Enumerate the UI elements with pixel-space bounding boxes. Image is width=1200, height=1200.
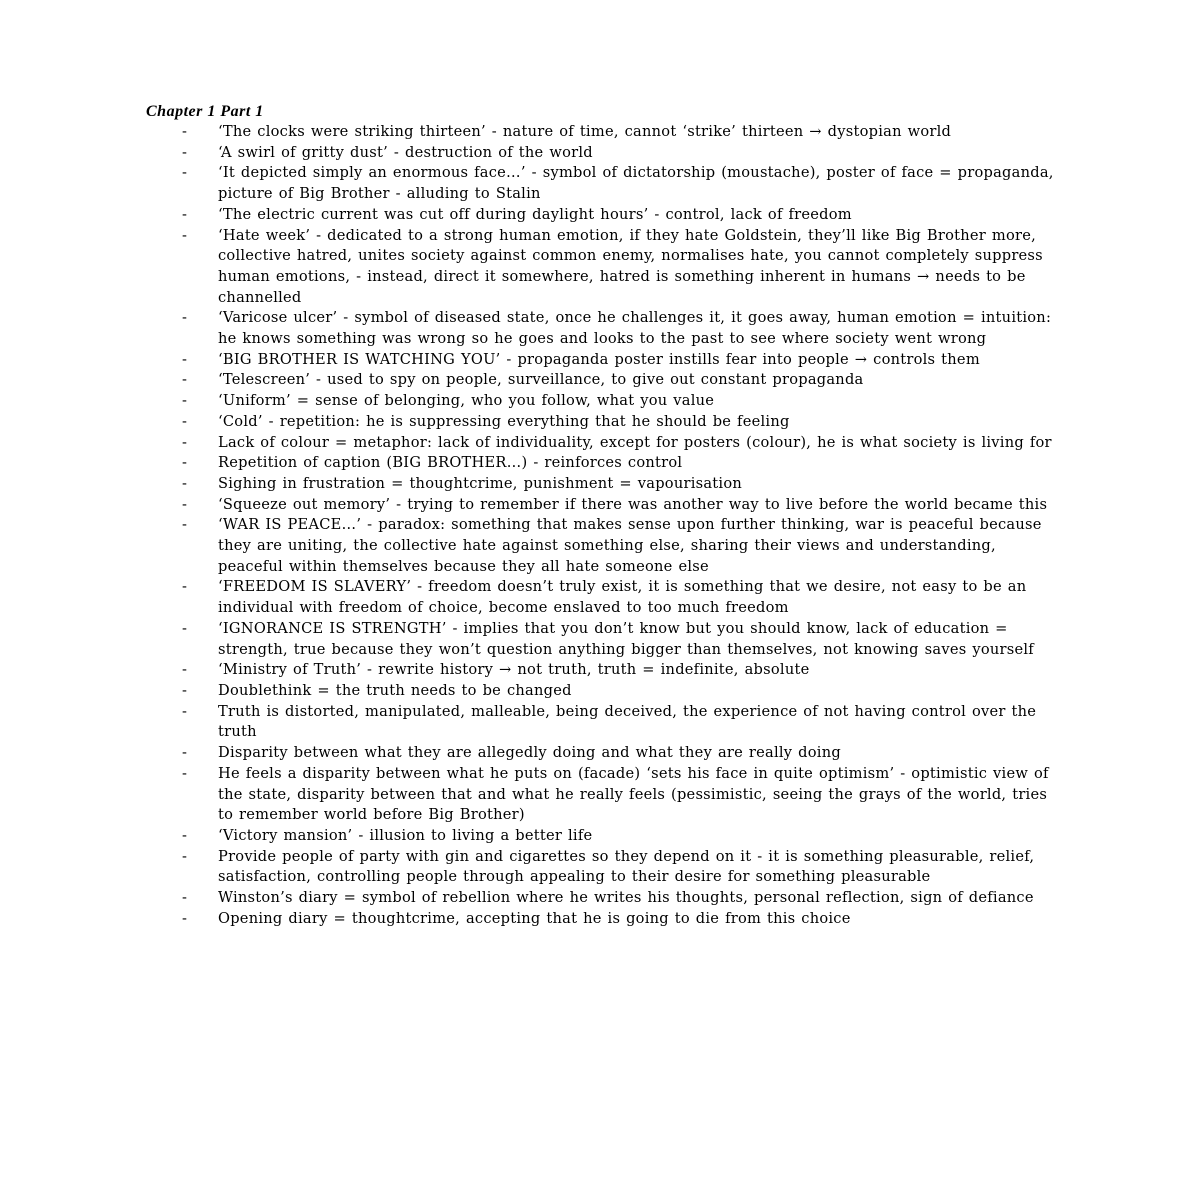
bullet-dash: - (182, 392, 188, 410)
note-text: ‘It depicted simply an enormous face…’ - symbol of dictatorship (moustache), poster of face = propaganda, picture of Big Brother - alluding to Stalin (218, 164, 1054, 203)
bullet-dash: - (182, 495, 188, 513)
notes-list (146, 122, 1066, 929)
list-item (146, 888, 1066, 909)
bullet-dash: - (182, 764, 188, 782)
list-item (146, 350, 1066, 371)
bullet-dash: - (182, 205, 188, 223)
note-text: Sighing in frustration = thoughtcrime, punishment = vapourisation (218, 474, 743, 492)
list-item (146, 743, 1066, 764)
list-item (146, 143, 1066, 164)
document-page (146, 102, 1066, 929)
list-item (146, 909, 1066, 930)
list-item (146, 681, 1066, 702)
list-item (146, 205, 1066, 226)
note-text: ‘Telescreen’ - used to spy on people, surveillance, to give out constant propaganda (218, 371, 864, 389)
list-item (146, 619, 1066, 660)
bullet-dash: - (182, 847, 188, 865)
bullet-dash: - (182, 661, 188, 679)
note-text: ‘Hate week’ - dedicated to a strong human emotion, if they hate Goldstein, they’ll like Big Brother more, collective hatred, unites society against common enemy, normalises hate, you cannot completely suppress human emotions, - instead, direct it somewhere, hatred is something inherent in humans → needs to be channelled (218, 226, 1043, 306)
note-text: ‘FREEDOM IS SLAVERY’ - freedom doesn’t truly exist, it is something that we desire, not easy to be an individual with freedom of choice, become enslaved to too much freedom (218, 578, 1027, 617)
bullet-dash: - (182, 309, 188, 327)
note-text: ‘Varicose ulcer’ - symbol of diseased state, once he challenges it, it goes away, human emotion = intuition: he knows something was wrong so he goes and looks to the past to see where society went wrong (218, 309, 1052, 348)
note-text: ‘Uniform’ = sense of belonging, who you follow, what you value (218, 392, 715, 410)
note-text: ‘Ministry of Truth’ - rewrite history → not truth, truth = indefinite, absolute (218, 661, 810, 679)
note-text: He feels a disparity between what he puts on (facade) ‘sets his face in quite optimism’ - optimistic view of the state, disparity between that and what he really feels (pessimistic, seeing the grays of the world, tries to remember world before Big Brother) (218, 764, 1049, 824)
note-text: ‘Squeeze out memory’ - trying to remember if there was another way to live before the world became this (218, 495, 1048, 513)
bullet-dash: - (182, 889, 188, 907)
list-item (146, 660, 1066, 681)
list-item (146, 453, 1066, 474)
bullet-dash: - (182, 578, 188, 596)
list-item (146, 122, 1066, 143)
note-text: ‘WAR IS PEACE…’ - paradox: something that makes sense upon further thinking, war is peaceful because they are uniting, the collective hate against something else, sharing their views and understanding, peaceful within themselves because they all hate someone else (218, 516, 1042, 575)
bullet-dash: - (182, 143, 188, 161)
list-item (146, 495, 1066, 516)
list-item (146, 391, 1066, 412)
note-text: Repetition of caption (BIG BROTHER…) - reinforces control (218, 454, 683, 472)
note-text: Doublethink = the truth needs to be changed (218, 681, 572, 699)
note-text: ‘Cold’ - repetition: he is suppressing everything that he should be feeling (218, 412, 790, 430)
bullet-dash: - (182, 412, 188, 430)
note-text: ‘The clocks were striking thirteen’ - nature of time, cannot ‘strike’ thirteen → dystopian world (218, 123, 952, 140)
list-item (146, 764, 1066, 826)
note-text: Disparity between what they are allegedly doing and what they are really doing (218, 744, 841, 762)
bullet-dash: - (182, 702, 188, 720)
bullet-dash: - (182, 350, 188, 368)
bullet-dash: - (182, 909, 188, 927)
bullet-dash: - (182, 164, 188, 182)
list-item (146, 702, 1066, 743)
list-item (146, 515, 1066, 577)
note-text: ‘IGNORANCE IS STRENGTH’ - implies that you don’t know but you should know, lack of education = strength, true because they won’t question anything bigger than themselves, not knowing saves yourself (218, 619, 1034, 658)
list-item (146, 412, 1066, 433)
list-item (146, 226, 1066, 309)
list-item (146, 577, 1066, 618)
bullet-dash: - (182, 619, 188, 637)
list-item (146, 826, 1066, 847)
bullet-dash: - (182, 681, 188, 699)
list-item (146, 474, 1066, 495)
list-item (146, 370, 1066, 391)
list-item (146, 433, 1066, 454)
bullet-dash: - (182, 454, 188, 472)
list-item (146, 847, 1066, 888)
list-item (146, 308, 1066, 349)
bullet-dash: - (182, 516, 188, 534)
note-text: ‘Victory mansion’ - illusion to living a better life (218, 826, 593, 844)
note-text: Truth is distorted, manipulated, malleable, being deceived, the experience of not having control over the truth (218, 702, 1037, 741)
list-item (146, 163, 1066, 204)
bullet-dash: - (182, 371, 188, 389)
bullet-dash: - (182, 226, 188, 244)
bullet-dash: - (182, 744, 188, 762)
bullet-dash: - (182, 826, 188, 844)
note-text: ‘A swirl of gritty dust’ - destruction of the world (218, 143, 593, 161)
bullet-dash: - (182, 433, 188, 451)
chapter-title: Chapter 1 Part 1 (146, 103, 264, 120)
note-text: Lack of colour = metaphor: lack of individuality, except for posters (colour), he is what society is living for (218, 433, 1052, 451)
bullet-dash: - (182, 474, 188, 492)
note-text: Provide people of party with gin and cigarettes so they depend on it - it is something pleasurable, relief, satisfaction, controlling people through appealing to their desire for something pleasurable (218, 847, 1035, 886)
note-text: Opening diary = thoughtcrime, accepting that he is going to die from this choice (218, 909, 851, 927)
note-text: Winston’s diary = symbol of rebellion where he writes his thoughts, personal reflection, sign of defiance (218, 889, 1034, 907)
note-text: ‘BIG BROTHER IS WATCHING YOU’ - propaganda poster instills fear into people → controls them (218, 350, 980, 368)
bullet-dash: - (182, 123, 188, 140)
note-text: ‘The electric current was cut off during daylight hours’ - control, lack of freedom (218, 205, 852, 223)
